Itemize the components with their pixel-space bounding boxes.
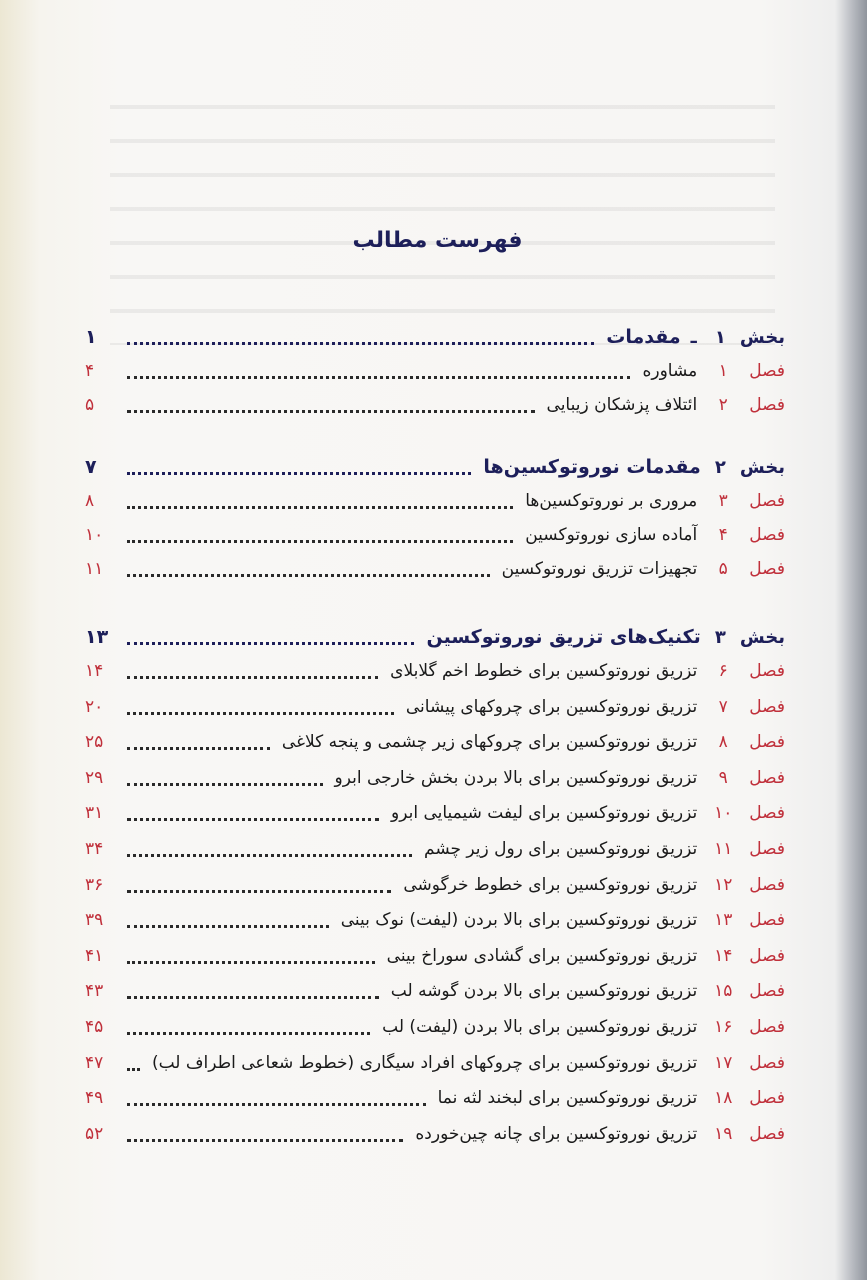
chapter-number: ۱۲ — [714, 874, 733, 895]
chapter-title: تزریق نوروتوکسین برای چانه چین‌خورده — [415, 1123, 698, 1144]
chapter-label: فصل — [749, 874, 785, 895]
part-number: ۱ — [714, 326, 726, 348]
chapter-label: فصل — [749, 803, 785, 824]
dot-leader — [127, 1102, 426, 1106]
chapter-label: فصل — [749, 981, 785, 1002]
dot-leader — [127, 641, 414, 645]
chapter-title: تزریق نوروتوکسین برای خطوط خرگوشی — [403, 874, 698, 895]
chapter-number: ۱۶ — [714, 1017, 733, 1037]
chapter-number: ۱۷ — [714, 1052, 733, 1073]
chapter-row — [85, 1119, 785, 1149]
part-title: مقدمات نوروتوکسین‌ها — [483, 456, 701, 478]
chapter-title: تزریق نوروتوکسین برای بالا بردن (لیفت) لب — [382, 1017, 698, 1037]
part-page-number: ۷ — [85, 456, 97, 478]
chapter-number: ۴ — [718, 525, 728, 545]
dot-leader — [127, 573, 490, 577]
chapter-page-number: ۴۹ — [85, 1088, 104, 1109]
chapter-row — [85, 905, 785, 935]
chapter-page-number: ۳۹ — [85, 910, 104, 931]
chapter-number: ۹ — [718, 767, 728, 788]
chapter-row — [85, 390, 785, 420]
chapter-row — [85, 692, 785, 722]
dot-leader — [127, 1031, 370, 1035]
chapter-row — [85, 1083, 785, 1113]
part-title: تکنیک‌های تزریق نوروتوکسین — [426, 626, 701, 648]
dot-leader — [127, 889, 391, 893]
chapter-label: فصل — [749, 839, 785, 859]
chapter-page-number: ۴۵ — [85, 1017, 104, 1037]
chapter-number: ۷ — [718, 696, 728, 717]
chapter-row — [85, 798, 785, 828]
dot-leader — [127, 853, 412, 857]
chapter-label: فصل — [749, 767, 785, 788]
chapter-row — [85, 1048, 785, 1078]
chapter-number: ۱۵ — [714, 981, 733, 1002]
chapter-page-number: ۴ — [85, 361, 95, 381]
chapter-page-number: ۲۵ — [85, 732, 104, 753]
chapter-title: تزریق نوروتوکسین برای چروکهای زیر چشمی و پنجه کلاغی — [281, 732, 698, 753]
chapter-page-number: ۸ — [85, 491, 95, 511]
chapter-title: تزریق نوروتوکسین برای لیفت شیمیایی ابرو — [391, 803, 698, 824]
chapter-page-number: ۳۶ — [85, 874, 104, 895]
part-page-number: ۱۳ — [85, 626, 109, 648]
chapter-page-number: ۲۹ — [85, 767, 104, 788]
dot-leader — [127, 817, 379, 821]
chapter-number: ۸ — [718, 732, 728, 753]
part-label: بخش — [739, 456, 785, 478]
chapter-label: فصل — [749, 910, 785, 931]
chapter-page-number: ۱۰ — [85, 525, 104, 545]
chapter-title: مروری بر نوروتوکسین‌ها — [525, 491, 698, 511]
chapter-row — [85, 356, 785, 386]
chapter-number: ۱۰ — [714, 803, 733, 824]
dot-leader — [127, 471, 471, 475]
chapter-title: مشاوره — [642, 361, 698, 381]
dot-leader — [127, 375, 630, 379]
chapter-number: ۱۴ — [714, 945, 733, 966]
chapter-number: ۱۳ — [714, 910, 733, 931]
part-row — [85, 452, 785, 482]
chapter-number: ۱ — [718, 361, 728, 381]
chapter-title: ائتلاف پزشکان زیبایی — [546, 395, 698, 415]
chapter-row — [85, 763, 785, 793]
dot-leader — [127, 1067, 140, 1071]
part-number: ۲ — [714, 456, 726, 478]
chapter-row — [85, 1012, 785, 1042]
chapter-page-number: ۱۱ — [85, 559, 104, 579]
book-page — [40, 0, 835, 1280]
chapter-label: فصل — [749, 491, 785, 511]
part-dash: ـ — [690, 326, 697, 348]
part-page-number: ۱ — [85, 326, 97, 348]
dot-leader — [127, 1138, 403, 1142]
chapter-page-number: ۱۴ — [85, 661, 104, 681]
chapter-title: تزریق نوروتوکسین برای بالا بردن (لیفت) نوک بینی — [340, 910, 698, 931]
chapter-label: فصل — [749, 361, 785, 381]
chapter-label: فصل — [749, 732, 785, 753]
part-title: مقدمات — [606, 326, 681, 348]
chapter-title: تزریق نوروتوکسین برای بالا بردن بخش خارجی ابرو — [334, 767, 698, 788]
chapter-row — [85, 941, 785, 971]
part-number: ۳ — [714, 626, 726, 648]
chapter-number: ۱۸ — [714, 1088, 733, 1109]
chapter-label: فصل — [749, 1052, 785, 1073]
part-label: بخش — [739, 326, 785, 348]
dot-leader — [127, 924, 329, 928]
chapter-page-number: ۳۱ — [85, 803, 104, 824]
chapter-title: تزریق نوروتوکسین برای چروکهای پیشانی — [405, 696, 698, 717]
chapter-label: فصل — [749, 1123, 785, 1144]
chapter-page-number: ۳۴ — [85, 839, 104, 859]
chapter-label: فصل — [749, 1017, 785, 1037]
chapter-title: تزریق نوروتوکسین برای چروکهای افراد سیگاری (خطوط شعاعی اطراف لب) — [151, 1052, 698, 1073]
chapter-row — [85, 486, 785, 516]
dot-leader — [127, 539, 513, 543]
chapter-title: تجهیزات تزریق نوروتوکسین — [501, 559, 698, 579]
part-label: بخش — [739, 626, 785, 648]
chapter-row — [85, 554, 785, 584]
chapter-title: تزریق نوروتوکسین برای گشادی سوراخ بینی — [386, 945, 698, 966]
chapter-row — [85, 976, 785, 1006]
dot-leader — [127, 711, 394, 715]
chapter-title: تزریق نوروتوکسین برای رول زیر چشم — [424, 839, 698, 859]
chapter-title: تزریق نوروتوکسین برای خطوط اخم گلابلای — [390, 661, 698, 681]
chapter-number: ۶ — [718, 661, 728, 681]
chapter-page-number: ۴۱ — [85, 945, 104, 966]
chapter-page-number: ۵۲ — [85, 1123, 104, 1144]
chapter-row — [85, 727, 785, 757]
dot-leader — [127, 505, 513, 509]
chapter-label: فصل — [749, 395, 785, 415]
dot-leader — [127, 341, 594, 345]
chapter-page-number: ۵ — [85, 395, 95, 415]
dot-leader — [127, 746, 270, 750]
chapter-number: ۵ — [718, 559, 728, 579]
chapter-label: فصل — [749, 661, 785, 681]
chapter-row — [85, 870, 785, 900]
dot-leader — [127, 960, 375, 964]
chapter-row — [85, 656, 785, 686]
bleed-through-text — [110, 85, 775, 345]
chapter-number: ۱۱ — [714, 839, 733, 859]
chapter-label: فصل — [749, 525, 785, 545]
dot-leader — [127, 675, 378, 679]
chapter-label: فصل — [749, 559, 785, 579]
chapter-page-number: ۴۷ — [85, 1052, 104, 1073]
page-title: فهرست مطالب — [352, 228, 523, 253]
dot-leader — [127, 782, 323, 786]
chapter-page-number: ۲۰ — [85, 696, 104, 717]
dot-leader — [127, 409, 535, 413]
chapter-label: فصل — [749, 696, 785, 717]
chapter-label: فصل — [749, 1088, 785, 1109]
chapter-number: ۱۹ — [714, 1123, 733, 1144]
chapter-title: تزریق نوروتوکسین برای بالا بردن گوشه لب — [390, 981, 698, 1002]
chapter-page-number: ۴۳ — [85, 981, 104, 1002]
chapter-number: ۳ — [718, 491, 728, 511]
chapter-title: آماده سازی نوروتوکسین — [525, 525, 698, 545]
chapter-title: تزریق نوروتوکسین برای لبخند لثه نما — [437, 1088, 698, 1109]
part-row — [85, 322, 785, 352]
chapter-number: ۲ — [718, 395, 728, 415]
dot-leader — [127, 995, 379, 999]
chapter-label: فصل — [749, 945, 785, 966]
part-row — [85, 622, 785, 652]
chapter-row — [85, 520, 785, 550]
chapter-row — [85, 834, 785, 864]
